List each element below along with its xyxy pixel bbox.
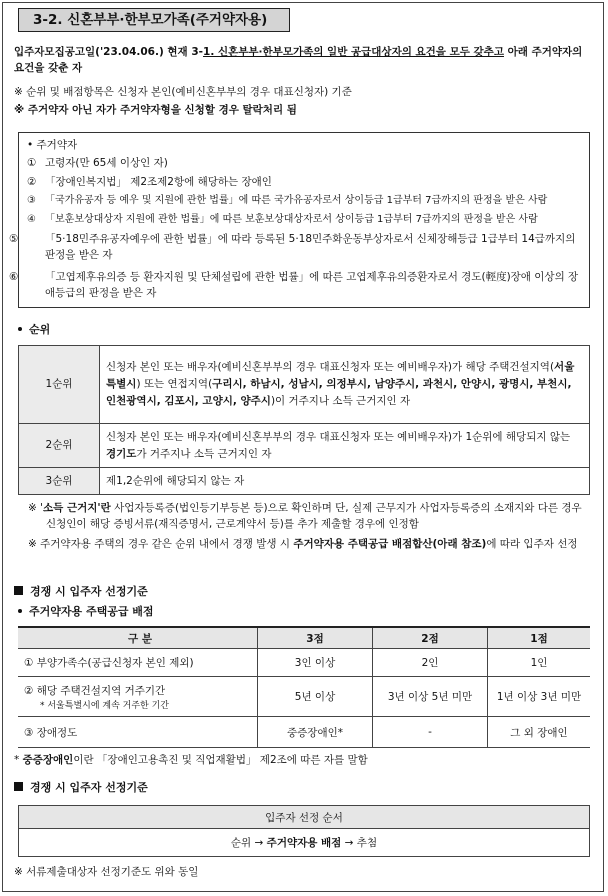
table-row <box>19 346 590 424</box>
rank-desc-1: 신청자 본인 또는 배우자(예비신혼부부의 경우 대표신청자 또는 예비배우자)가 해당 주택건설지역(서울특별시) 또는 연접지역(구리시, 하남시, 성남시, 의정부시, 남양주시, 과천시, 안양시, 광명시, 부천시, 인천광역시, 김포시, 고양시, 양주시)이 거주지나 소득 근거지인 자 <box>100 346 590 424</box>
rank-table <box>18 345 590 495</box>
score-note: * 중증장애인이란 「장애인고용촉진 및 직업재활법」 제2조에 따른 자를 말함 <box>14 754 368 766</box>
selection-order-table <box>18 805 590 857</box>
col-header: 1점 <box>488 627 591 649</box>
box-item-3: ③ 「국가유공자 등 예우 및 지원에 관한 법률」에 따른 국가유공자로서 상이등급 1급부터 7급까지의 판정을 받은 사람 <box>27 195 548 206</box>
rank-desc-3: 제1,2순위에 해당되지 않는 자 <box>100 468 590 495</box>
intro-paragraph <box>14 44 594 76</box>
col-header: 2점 <box>373 627 488 649</box>
table-header-row <box>18 627 590 649</box>
rank-desc-2: 신청자 본인 또는 배우자(예비신혼부부의 경우 대표신청자 또는 예비배우자)가 1순위에 해당되지 않는 경기도가 거주지나 소득 근거지인 자 <box>100 424 590 468</box>
rank-cell: 2순위 <box>19 424 100 468</box>
bullet-dot <box>18 609 22 613</box>
box-item-1: ① 고령자(만 65세 이상인 자) <box>27 157 168 169</box>
table-row: ③ 장애정도 중증장애인* - 그 외 장애인 <box>18 717 590 748</box>
selection-order: 순위 → 주거약자용 배점 → 추첨 <box>19 829 590 857</box>
intro-part-c: 아래 주거약자의 요건을 갖춘 자 <box>14 46 583 74</box>
table-row: ① 부양가족수(공급신청자 본인 제외) 3인 이상 2인 1인 <box>18 649 590 677</box>
table-row <box>19 424 590 468</box>
score-label: ① 부양가족수(공급신청자 본인 제외) <box>18 649 258 677</box>
intro-part-a: 입주자모집공고일('23.04.06.) 현재 3- <box>14 46 204 58</box>
table-row: ② 해당 주택건설지역 거주기간 * 서울특별시에 계속 거주한 기간 5년 이상 3년 이상 5년 미만 1년 이상 3년 미만 <box>18 677 590 717</box>
score-heading: 주거약자용 주택공급 배점 <box>14 604 594 620</box>
residential-vulnerable-box <box>9 132 590 308</box>
square-bullet-icon <box>14 782 23 791</box>
bullet-dot <box>18 327 22 331</box>
col-header: 3점 <box>258 627 373 649</box>
box-item-2: ② 「장애인복지법」 제2조제2항에 해당하는 장애인 <box>27 176 272 188</box>
box-title: • 주거약자 <box>27 139 78 151</box>
score-label: ③ 장애정도 <box>18 717 258 748</box>
box-item-6: ⑥ 「고엽제후유의증 등 환자지원 및 단체설립에 관한 법률」에 따른 고엽제후유의증환자로서 경도(輕度)장애 이상의 장애등급의 판정을 받은 자 <box>9 271 579 299</box>
rank-heading: 순위 <box>14 322 594 338</box>
square-bullet-icon <box>14 586 23 595</box>
table-row <box>19 468 590 495</box>
box-item-4: ④ 「보훈보상대상자 지원에 관한 법률」에 따른 보훈보상대상자로서 상이등급 1급부터 7급까지의 판정을 받은 사람 <box>27 214 538 225</box>
intro-note-2: ※ 주거약자 아닌 자가 주거약자형을 신청할 경우 탈락처리 됨 <box>14 104 297 116</box>
section-title: 3-2. 신혼부부·한부모가족(주거약자용) <box>18 8 290 32</box>
criteria2-heading: 경쟁 시 입주자 선정기준 <box>14 780 594 796</box>
intro-note-1: ※ 순위 및 배점항목은 신청자 본인(예비신혼부부의 경우 대표신청자) 기준 <box>14 86 352 98</box>
rank-cell: 3순위 <box>19 468 100 495</box>
intro-part-b: 1. 신혼부부·한부모가족의 일반 공급대상자의 요건을 모두 갖추고 <box>203 46 504 58</box>
rank-cell: 1순위 <box>19 346 100 424</box>
col-header: 구 분 <box>18 627 258 649</box>
table-row <box>19 829 590 857</box>
rank-note-2: ※ 주거약자용 주택의 경우 같은 순위 내에서 경쟁 발생 시 주거약자용 주택공급 배점합산(아래 참조)에 따라 입주자 선정 <box>28 538 578 550</box>
score-label: ② 해당 주택건설지역 거주기간 * 서울특별시에 계속 거주한 기간 <box>18 677 258 717</box>
box-item-5: ⑤ 「5·18민주유공자예우에 관한 법률」에 따라 등록된 5·18민주화운동부상자로서 신체장해등급 1급부터 14급까지의 판정을 받은 자 <box>9 233 576 261</box>
table-header-row: 입주자 선정 순서 <box>19 806 590 829</box>
criteria-heading: 경쟁 시 입주자 선정기준 <box>14 584 594 600</box>
rank-note-1: ※ '소득 근거지'란 사업자등록증(법인등기부등본 등)으로 확인하며 단, 실제 근무지가 사업자등록증의 소재지와 다른 경우 신청인이 해당 증빙서류(재직증명서, 근로계약서 등)를 추가 제출할 경우에 인정함 <box>28 502 582 530</box>
footer-note: ※ 서류제출대상자 선정기준도 위와 동일 <box>14 866 199 878</box>
score-table <box>18 626 590 748</box>
